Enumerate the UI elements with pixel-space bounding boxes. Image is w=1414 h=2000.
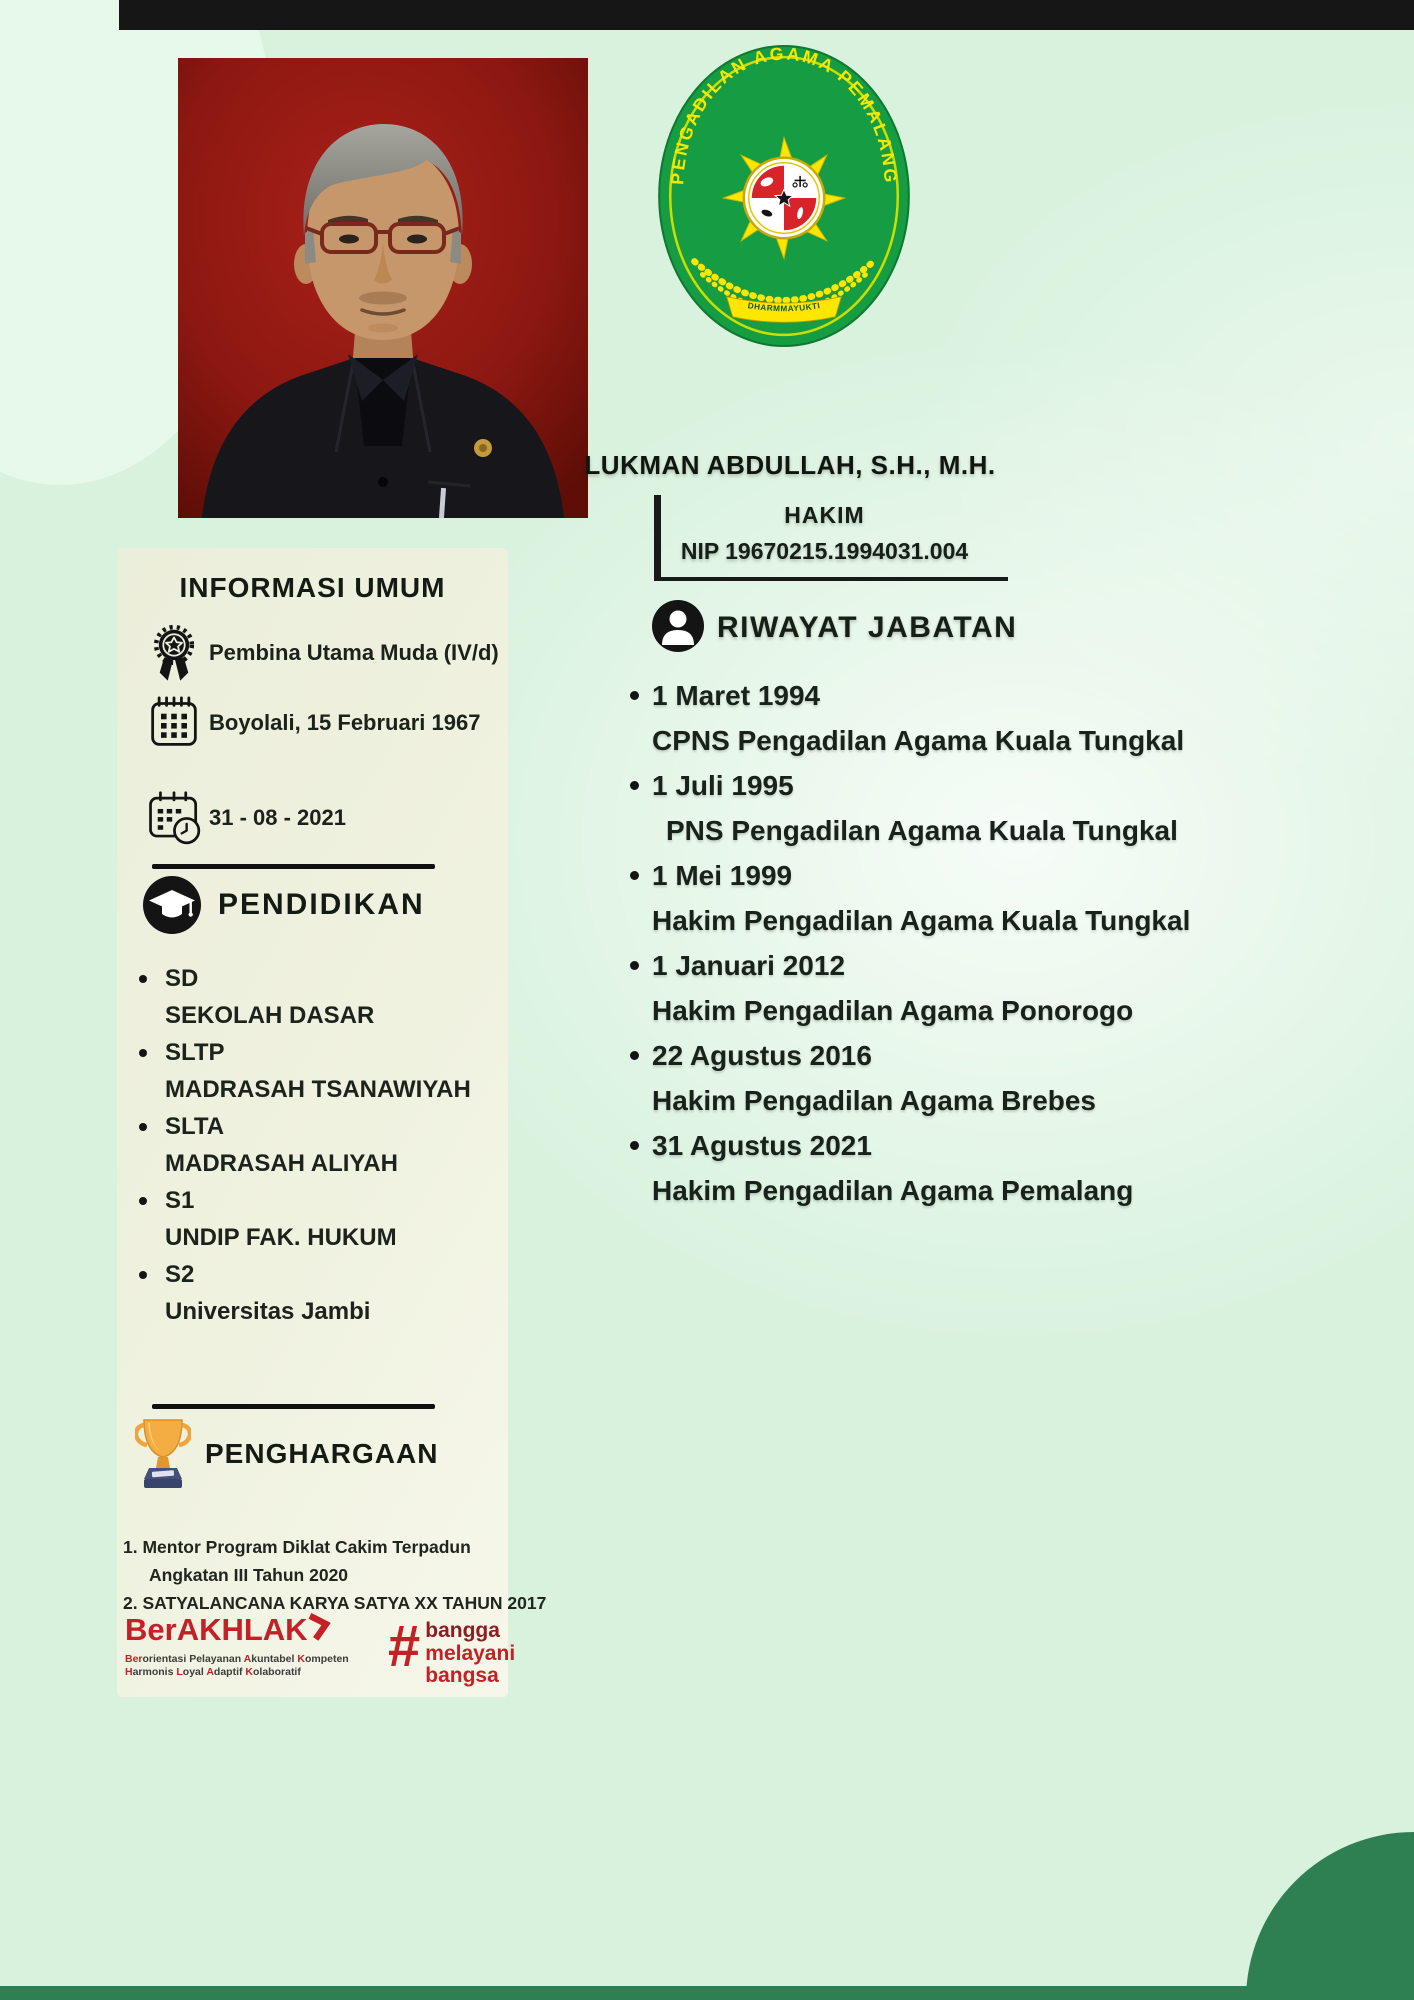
subtitle-segment: K — [245, 1666, 254, 1678]
career-date: 1 Januari 2012 — [622, 943, 1282, 988]
award-item — [123, 1533, 503, 1589]
education-school: UNDIP FAK. HUKUM — [165, 1224, 397, 1251]
career-date: 1 Juli 1995 — [622, 763, 1282, 808]
subtitle-segment: kuntabel — [251, 1653, 298, 1665]
pendidikan-heading: PENDIDIKAN — [218, 888, 425, 921]
portrait-illustration — [178, 58, 588, 518]
award-list — [123, 1533, 547, 1617]
section-divider — [152, 864, 435, 869]
education-school: SEKOLAH DASAR — [165, 1002, 375, 1029]
career-item — [622, 673, 1282, 763]
education-item — [135, 1108, 495, 1182]
subtitle-segment: H — [125, 1666, 133, 1678]
career-item — [622, 943, 1282, 1033]
education-item — [135, 1256, 495, 1330]
judge-nip: NIP 19670215.1994031.004 — [680, 538, 969, 564]
berakhlak-logo — [125, 1612, 365, 1679]
bangga-melayani-bangsa-logo — [388, 1608, 515, 1688]
calendar-clock-icon — [143, 790, 205, 846]
medal-icon — [143, 623, 205, 683]
career-item — [622, 1033, 1282, 1123]
career-position: Hakim Pengadilan Agama Pemalang — [652, 1175, 1134, 1206]
info-card — [117, 548, 547, 1697]
career-position: CPNS Pengadilan Agama Kuala Tungkal — [652, 725, 1185, 756]
career-item — [622, 763, 1282, 853]
penghargaan-heading: PENGHARGAAN — [205, 1438, 439, 1469]
subtitle-segment: olaboratif — [253, 1666, 301, 1678]
section-divider — [152, 1404, 435, 1409]
career-date: 22 Agustus 2016 — [622, 1033, 1282, 1078]
berakhlak-subtitle-line — [125, 1666, 365, 1679]
calendar-icon — [143, 696, 205, 750]
subtitle-segment: oyal — [182, 1666, 207, 1678]
berakhlak-subtitle — [125, 1653, 365, 1679]
info-row-label: Boyolali, 15 Februari 1967 — [209, 710, 481, 735]
corner-decoration-bottom-right — [1246, 1832, 1414, 2000]
chevron-right-icon — [305, 1608, 335, 1648]
career-position: Hakim Pengadilan Agama Ponorogo — [652, 995, 1134, 1026]
court-seal — [655, 45, 913, 347]
career-item — [622, 853, 1282, 943]
seal-banner-text: DHARMMAYUKTI — [747, 301, 821, 314]
career-history-list — [622, 673, 1282, 1213]
career-date: 1 Mei 1999 — [622, 853, 1282, 898]
informasi-umum-heading: INFORMASI UMUM — [179, 572, 446, 603]
bangga-words — [425, 1608, 515, 1688]
subtitle-segment: A — [243, 1653, 252, 1665]
bottom-strip — [0, 1986, 1414, 2000]
judge-name: LUKMAN ABDULLAH, S.H., M.H. — [584, 450, 996, 480]
education-level: SD — [135, 960, 495, 997]
bangga-word: bangga — [425, 1619, 500, 1642]
award-line: 1. Mentor Program Diklat Cakim Terpadun — [123, 1537, 471, 1557]
title-underline — [654, 577, 1008, 581]
subtitle-segment: orientasi Pelayanan — [142, 1653, 244, 1665]
education-school: MADRASAH ALIYAH — [165, 1150, 398, 1177]
career-date: 31 Agustus 2021 — [622, 1123, 1282, 1168]
person-icon — [652, 600, 704, 652]
education-school: Universitas Jambi — [165, 1298, 371, 1325]
riwayat-jabatan-heading: RIWAYAT JABATAN — [717, 611, 1018, 644]
award-line: 2. SATYALANCANA KARYA SATYA XX TAHUN 2017 — [123, 1593, 547, 1613]
hashtag-icon: # — [388, 1614, 421, 1679]
judge-title: HAKIM — [784, 502, 865, 528]
education-item — [135, 1034, 495, 1108]
career-item — [622, 1123, 1282, 1213]
education-level: SLTA — [135, 1108, 495, 1145]
info-row — [143, 618, 499, 688]
education-level: S1 — [135, 1182, 495, 1219]
subtitle-segment: daptif — [213, 1666, 246, 1678]
subtitle-segment: Ber — [125, 1653, 143, 1665]
top-bar — [119, 0, 1414, 30]
education-item — [135, 960, 495, 1034]
general-info-rows — [143, 618, 499, 853]
career-position: Hakim Pengadilan Agama Brebes — [652, 1085, 1097, 1116]
info-row — [143, 688, 493, 758]
berakhlak-subtitle-line — [125, 1653, 365, 1666]
trophy-icon — [135, 1416, 191, 1494]
subtitle-segment: K — [297, 1653, 305, 1665]
subtitle-segment: ompeten — [304, 1653, 349, 1665]
info-row-label: Pembina Utama Muda (IV/d) — [209, 640, 499, 665]
education-level: SLTP — [135, 1034, 495, 1071]
info-row — [143, 783, 493, 853]
education-list — [135, 960, 495, 1330]
subtitle-segment: A — [206, 1666, 214, 1678]
subtitle-segment: L — [176, 1666, 183, 1678]
education-school: MADRASAH TSANAWIYAH — [165, 1076, 471, 1103]
career-position: Hakim Pengadilan Agama Kuala Tungkal — [652, 905, 1191, 936]
graduation-cap-icon — [143, 876, 201, 934]
career-date: 1 Maret 1994 — [622, 673, 1282, 718]
portrait-photo — [178, 58, 588, 518]
education-level: S2 — [135, 1256, 495, 1293]
berakhlak-title: BerAKHLAK — [125, 1612, 308, 1647]
subtitle-segment: armonis — [132, 1666, 177, 1678]
award-line: Angkatan III Tahun 2020 — [149, 1565, 349, 1585]
bangga-word: bangsa — [425, 1664, 499, 1687]
title-accent-bar — [654, 495, 661, 579]
bangga-word: melayani — [425, 1641, 516, 1665]
info-row-label: 31 - 08 - 2021 — [209, 805, 346, 830]
seal-arc-text: PENGADILAN AGAMA PEMALANG — [667, 45, 901, 186]
career-position: PNS Pengadilan Agama Kuala Tungkal — [666, 815, 1178, 846]
education-item — [135, 1182, 495, 1256]
